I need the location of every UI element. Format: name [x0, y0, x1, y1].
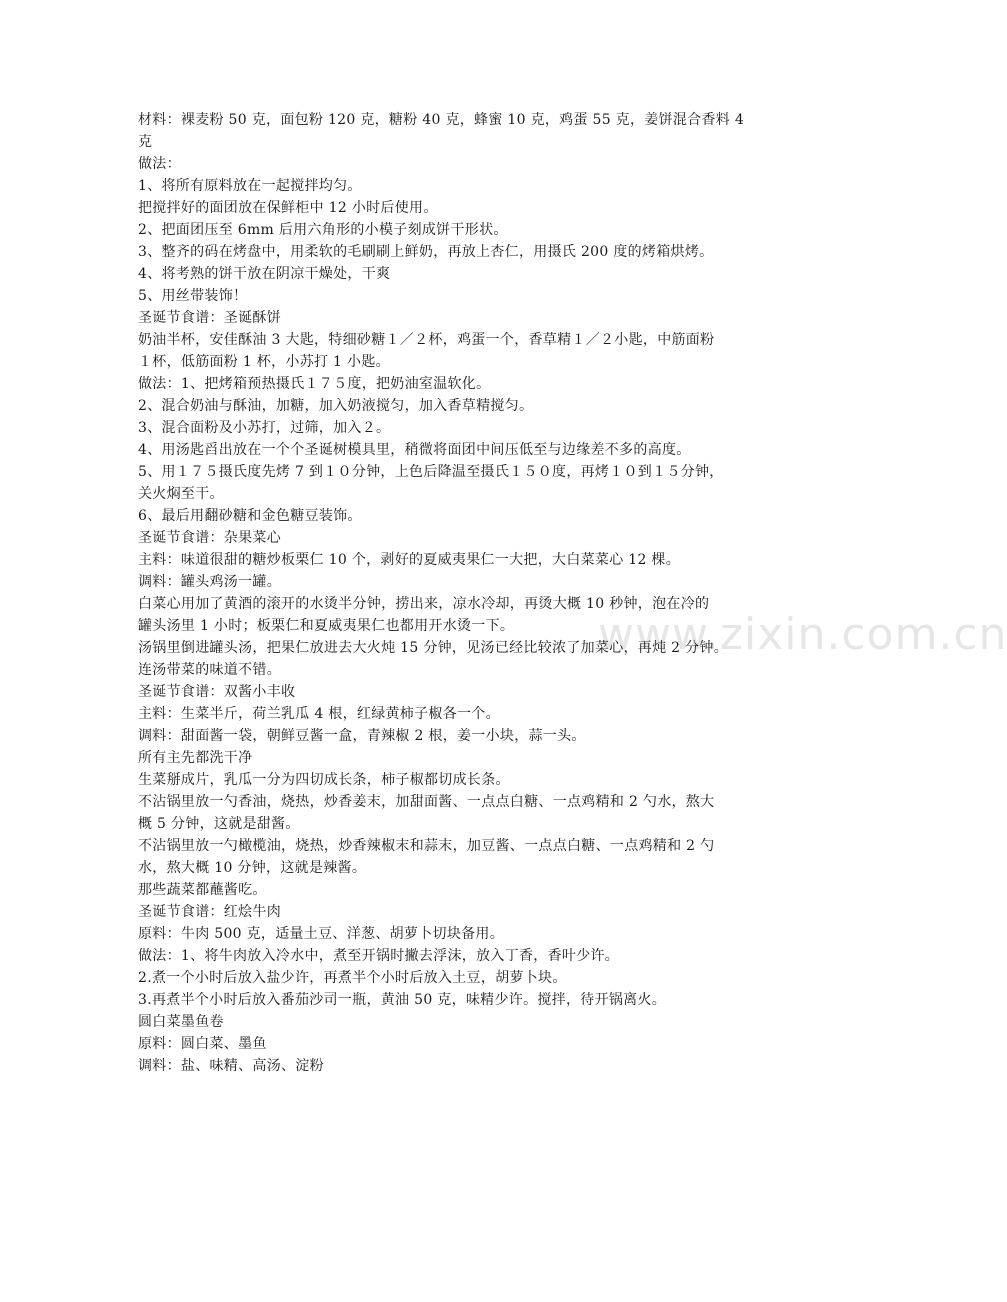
text-line: 圣诞节食谱：圣诞酥饼 — [138, 310, 281, 326]
text-line: 不沾锅里放一勺香油，烧热，炒香姜末，加甜面酱、一点点白糖、一点鸡精和 2 勺水，熬大 — [138, 794, 715, 810]
text-line: 3、整齐的码在烤盘中，用柔软的毛刷刷上鲜奶，再放上杏仁，用摄氏 200 度的烤箱烘烤。 — [138, 244, 714, 260]
text-line: 白菜心用加了黄酒的滚开的水烫半分钟，捞出来，凉水冷却，再烫大概 10 秒钟，泡在冷的 — [138, 596, 710, 612]
text-line: 2.煮一个小时后放入盐少许，再煮半个小时后放入土豆，胡萝卜块。 — [138, 970, 567, 986]
text-line: 主料：味道很甜的糖炒板栗仁 10 个，剥好的夏威夷果仁一大把，大白菜菜心 12 棵。 — [138, 552, 681, 568]
text-line: 概 5 分钟，这就是甜酱。 — [138, 816, 300, 832]
watermark-text: www.zixin.com.cn — [598, 609, 1007, 660]
text-line: 水，熬大概 10 分钟，这就是辣酱。 — [138, 860, 367, 876]
text-line: 把搅拌好的面团放在保鲜柜中 12 小时后使用。 — [138, 200, 438, 216]
text-line: 5、用１７５摄氏度先烤 7 到１０分钟，上色后降温至摄氏１５０度，再烤１０到１５分钟， — [138, 464, 724, 480]
text-line: 调料：甜面酱一袋，朝鲜豆酱一盒，青辣椒 2 根，姜一小块，蒜一头。 — [138, 728, 586, 744]
text-line: 原料：圆白菜、墨鱼 — [138, 1036, 267, 1052]
text-line: 5、用丝带装饰！ — [138, 288, 248, 304]
text-line: 主料：生菜半斤，荷兰乳瓜 4 根，红绿黄柿子椒各一个。 — [138, 706, 500, 722]
text-line: 奶油半杯，安佳酥油 3 大匙，特细砂糖１／２杯，鸡蛋一个，香草精１／２小匙，中筋面粉 — [138, 332, 715, 348]
text-line: 3.再煮半个小时后放入番茄沙司一瓶，黄油 50 克，味精少许。搅拌，待开锅离火。 — [138, 992, 667, 1008]
text-line: 关火焖至干。 — [138, 486, 224, 502]
text-line: 不沾锅里放一勺橄榄油，烧热，炒香辣椒末和蒜末，加豆酱、一点点白糖、一点鸡精和 2 勺 — [138, 838, 715, 854]
text-line: 调料：盐、味精、高汤、淀粉 — [138, 1058, 324, 1074]
text-line: 6、最后用翻砂糖和金色糖豆装饰。 — [138, 508, 362, 524]
text-line: 圣诞节食谱：红烩牛肉 — [138, 904, 281, 920]
text-line: 3、混合面粉及小苏打，过筛，加入２。 — [138, 420, 391, 436]
text-line: 材料：裸麦粉 50 克，面包粉 120 克，糖粉 40 克，蜂蜜 10 克，鸡蛋 55 克，姜饼混合香料 4 — [138, 112, 745, 128]
text-line: 克 — [138, 134, 153, 150]
text-line: 罐头汤里 1 小时；板栗仁和夏威夷果仁也都用开水烫一下。 — [138, 618, 515, 634]
text-line: 连汤带菜的味道不错。 — [138, 662, 281, 678]
text-line: 做法： — [138, 156, 181, 172]
text-line: 2、混合奶油与酥油，加糖，加入奶液搅匀，加入香草精搅匀。 — [138, 398, 534, 414]
text-line: 生菜掰成片，乳瓜一分为四切成长条，柿子椒都切成长条。 — [138, 772, 510, 788]
text-line: 那些蔬菜都蘸酱吃。 — [138, 882, 267, 898]
text-line: 原料：牛肉 500 克，适量土豆、洋葱、胡萝卜切块备用。 — [138, 926, 505, 942]
text-line: 2、把面团压至 6mm 后用六角形的小模子刻成饼干形状。 — [138, 222, 508, 238]
text-line: 做法：1、将牛肉放入冷水中，煮至开锅时撇去浮沫，放入丁香，香叶少许。 — [138, 948, 620, 964]
document-body — [138, 109, 786, 1077]
text-line: 4、用汤匙舀出放在一个个圣诞树模具里，稍微将面团中间压低至与边缘差不多的高度。 — [138, 442, 691, 458]
text-line: 1、将所有原料放在一起搅拌均匀。 — [138, 178, 362, 194]
text-line: 圆白菜墨鱼卷 — [138, 1014, 224, 1030]
text-line: 汤锅里倒进罐头汤，把果仁放进去大火炖 15 分钟，见汤已经比较浓了加菜心，再炖 2 分钟。 — [138, 640, 729, 656]
text-line: 做法：1、把烤箱预热摄氏１７５度，把奶油室温软化。 — [138, 376, 491, 392]
text-line: 调料：罐头鸡汤一罐。 — [138, 574, 281, 590]
text-line: １杯，低筋面粉 1 杯，小苏打 1 小匙。 — [138, 354, 390, 370]
text-line: 圣诞节食谱：杂果菜心 — [138, 530, 281, 546]
text-line: 4、将考熟的饼干放在阴凉干燥处，干爽 — [138, 266, 391, 282]
text-line: 圣诞节食谱：双酱小丰收 — [138, 684, 296, 700]
text-line: 所有主先都洗干净 — [138, 750, 253, 766]
